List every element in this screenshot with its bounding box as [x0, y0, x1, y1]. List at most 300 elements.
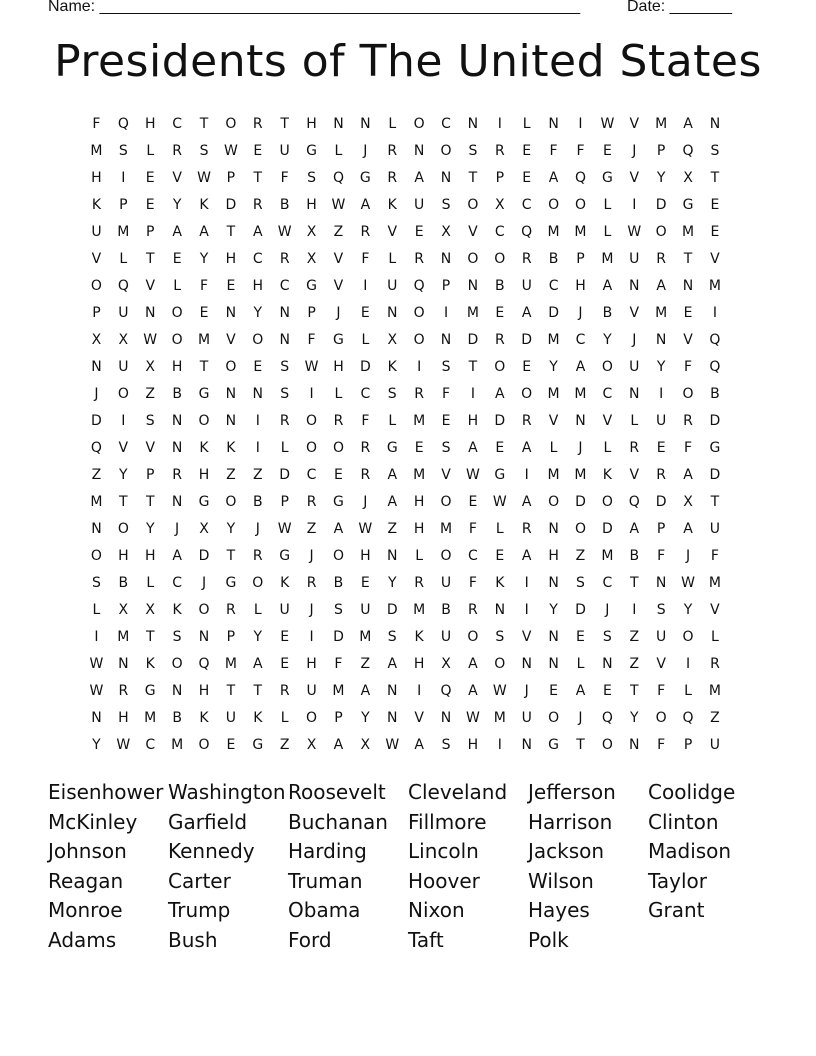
grid-letter[interactable]: P: [92, 305, 101, 321]
grid-letter[interactable]: P: [656, 521, 666, 537]
grid-letter[interactable]: X: [306, 224, 317, 240]
grid-letter[interactable]: T: [226, 683, 236, 699]
grid-letter[interactable]: R: [360, 467, 371, 483]
grid-letter[interactable]: R: [494, 143, 505, 159]
grid-letter[interactable]: R: [252, 116, 263, 132]
grid-letter[interactable]: K: [495, 575, 505, 591]
grid-letter[interactable]: S: [495, 629, 505, 645]
grid-letter[interactable]: S: [468, 143, 478, 159]
grid-letter[interactable]: X: [441, 656, 451, 672]
grid-letter[interactable]: R: [360, 440, 371, 456]
grid-letter[interactable]: Y: [683, 602, 693, 618]
grid-letter[interactable]: D: [225, 197, 237, 213]
grid-letter[interactable]: O: [171, 656, 183, 672]
grid-letter[interactable]: L: [630, 413, 639, 429]
grid-letter[interactable]: I: [94, 629, 99, 645]
grid-letter[interactable]: K: [226, 440, 236, 456]
grid-letter[interactable]: Z: [145, 386, 156, 402]
grid-letter[interactable]: L: [334, 143, 343, 159]
grid-letter[interactable]: F: [361, 251, 370, 267]
grid-letter[interactable]: I: [309, 386, 314, 402]
grid-letter[interactable]: B: [172, 386, 182, 402]
grid-letter[interactable]: A: [575, 683, 586, 699]
grid-letter[interactable]: O: [252, 575, 264, 591]
grid-letter[interactable]: G: [359, 170, 371, 186]
grid-letter[interactable]: A: [548, 170, 559, 186]
grid-letter[interactable]: B: [118, 575, 129, 591]
grid-letter[interactable]: A: [468, 683, 478, 699]
grid-letter[interactable]: N: [440, 170, 452, 186]
grid-letter[interactable]: J: [363, 143, 368, 159]
grid-letter[interactable]: K: [414, 629, 424, 645]
grid-letter[interactable]: Y: [629, 710, 639, 726]
grid-letter[interactable]: C: [575, 332, 586, 348]
grid-letter[interactable]: Z: [710, 710, 720, 726]
grid-letter[interactable]: L: [684, 683, 692, 699]
grid-letter[interactable]: D: [333, 629, 344, 645]
grid-letter[interactable]: R: [226, 602, 236, 618]
grid-letter[interactable]: D: [198, 548, 210, 564]
grid-letter[interactable]: E: [280, 656, 290, 672]
grid-letter[interactable]: O: [682, 629, 694, 645]
grid-letter[interactable]: N: [252, 386, 264, 402]
grid-letter[interactable]: H: [548, 548, 559, 564]
name-field[interactable]: Name: ______________________________________________________: [48, 0, 581, 15]
grid-letter[interactable]: R: [494, 332, 505, 348]
grid-letter[interactable]: T: [629, 575, 639, 591]
grid-letter[interactable]: U: [91, 224, 102, 240]
grid-letter[interactable]: N: [279, 332, 290, 348]
grid-letter[interactable]: U: [656, 413, 667, 429]
grid-letter[interactable]: M: [117, 224, 130, 240]
grid-letter[interactable]: K: [199, 197, 209, 213]
grid-letter[interactable]: L: [603, 197, 612, 213]
grid-letter[interactable]: Y: [92, 737, 101, 753]
grid-letter[interactable]: S: [145, 413, 155, 429]
grid-letter[interactable]: W: [627, 224, 642, 240]
grid-letter[interactable]: R: [629, 440, 640, 456]
grid-letter[interactable]: N: [360, 116, 371, 132]
grid-letter[interactable]: M: [708, 278, 721, 294]
grid-letter[interactable]: V: [521, 629, 532, 645]
grid-letter[interactable]: C: [548, 278, 559, 294]
grid-letter[interactable]: T: [683, 251, 693, 267]
grid-letter[interactable]: C: [279, 278, 290, 294]
grid-letter[interactable]: X: [387, 332, 398, 348]
grid-letter[interactable]: T: [199, 116, 209, 132]
grid-letter[interactable]: N: [413, 143, 425, 159]
grid-letter[interactable]: H: [144, 548, 156, 564]
grid-letter[interactable]: R: [414, 575, 424, 591]
grid-letter[interactable]: D: [359, 359, 371, 375]
grid-letter[interactable]: O: [494, 656, 506, 672]
grid-letter[interactable]: V: [226, 332, 236, 348]
grid-letter[interactable]: D: [601, 521, 613, 537]
grid-letter[interactable]: D: [521, 332, 533, 348]
grid-letter[interactable]: N: [387, 305, 398, 321]
grid-letter[interactable]: V: [710, 602, 720, 618]
grid-letter[interactable]: U: [440, 575, 452, 591]
grid-letter[interactable]: N: [629, 737, 640, 753]
grid-letter[interactable]: J: [685, 548, 691, 564]
grid-letter[interactable]: A: [387, 656, 398, 672]
grid-letter[interactable]: U: [279, 143, 290, 159]
grid-letter[interactable]: M: [197, 332, 211, 348]
grid-letter[interactable]: O: [440, 494, 452, 510]
grid-letter[interactable]: U: [279, 602, 290, 618]
grid-letter[interactable]: I: [470, 386, 475, 402]
grid-letter[interactable]: O: [467, 197, 479, 213]
grid-letter[interactable]: I: [443, 305, 449, 321]
grid-letter[interactable]: E: [602, 143, 612, 159]
grid-letter[interactable]: G: [333, 332, 344, 348]
grid-letter[interactable]: U: [521, 710, 532, 726]
grid-letter[interactable]: F: [657, 548, 666, 564]
grid-letter[interactable]: F: [657, 737, 666, 753]
grid-letter[interactable]: N: [387, 548, 398, 564]
grid-letter[interactable]: P: [683, 737, 693, 753]
grid-letter[interactable]: H: [467, 413, 479, 429]
grid-letter[interactable]: P: [226, 629, 236, 645]
grid-letter[interactable]: T: [145, 494, 155, 510]
grid-letter[interactable]: M: [681, 224, 695, 240]
grid-letter[interactable]: W: [223, 143, 238, 159]
grid-letter[interactable]: L: [603, 440, 612, 456]
grid-letter[interactable]: E: [414, 224, 424, 240]
grid-letter[interactable]: H: [252, 278, 264, 294]
grid-letter[interactable]: F: [280, 170, 289, 186]
grid-letter[interactable]: S: [441, 197, 451, 213]
grid-letter[interactable]: P: [334, 710, 343, 726]
grid-letter[interactable]: O: [494, 251, 506, 267]
grid-letter[interactable]: G: [333, 494, 344, 510]
grid-letter[interactable]: J: [201, 575, 207, 591]
grid-letter[interactable]: X: [306, 737, 317, 753]
grid-letter[interactable]: O: [467, 251, 479, 267]
grid-letter[interactable]: V: [333, 278, 344, 294]
grid-letter[interactable]: L: [334, 386, 343, 402]
grid-letter[interactable]: C: [602, 575, 613, 591]
grid-letter[interactable]: U: [709, 521, 721, 537]
grid-letter[interactable]: J: [578, 710, 583, 726]
grid-letter[interactable]: U: [118, 305, 129, 321]
grid-letter[interactable]: G: [198, 386, 210, 402]
grid-letter[interactable]: I: [417, 683, 422, 699]
grid-letter[interactable]: M: [413, 602, 426, 618]
grid-letter[interactable]: A: [656, 278, 666, 294]
grid-letter[interactable]: O: [306, 440, 318, 456]
grid-letter[interactable]: S: [280, 386, 290, 402]
grid-letter[interactable]: V: [468, 224, 478, 240]
grid-letter[interactable]: A: [521, 305, 532, 321]
grid-letter[interactable]: V: [441, 467, 451, 483]
grid-letter[interactable]: R: [683, 413, 693, 429]
grid-letter[interactable]: A: [333, 737, 344, 753]
grid-letter[interactable]: O: [225, 494, 237, 510]
grid-letter[interactable]: L: [388, 116, 397, 132]
grid-letter[interactable]: V: [118, 440, 129, 456]
grid-letter[interactable]: Z: [279, 737, 290, 753]
grid-letter[interactable]: Z: [333, 224, 344, 240]
grid-letter[interactable]: N: [682, 278, 694, 294]
grid-letter[interactable]: F: [441, 386, 451, 402]
grid-letter[interactable]: B: [710, 386, 720, 402]
grid-letter[interactable]: O: [117, 386, 129, 402]
grid-letter[interactable]: K: [387, 359, 397, 375]
grid-letter[interactable]: V: [172, 170, 182, 186]
grid-letter[interactable]: N: [709, 116, 721, 132]
grid-letter[interactable]: N: [655, 332, 667, 348]
grid-letter[interactable]: U: [440, 629, 452, 645]
grid-letter[interactable]: N: [629, 278, 640, 294]
grid-letter[interactable]: X: [441, 224, 451, 240]
grid-letter[interactable]: I: [632, 197, 637, 213]
grid-letter[interactable]: U: [414, 197, 425, 213]
grid-letter[interactable]: C: [252, 251, 263, 267]
grid-letter[interactable]: F: [468, 521, 477, 537]
grid-letter[interactable]: R: [387, 143, 398, 159]
grid-letter[interactable]: L: [415, 548, 424, 564]
grid-letter[interactable]: S: [307, 170, 317, 186]
grid-letter[interactable]: C: [494, 224, 505, 240]
grid-letter[interactable]: O: [682, 386, 694, 402]
grid-letter[interactable]: O: [601, 359, 613, 375]
grid-letter[interactable]: P: [656, 143, 666, 159]
grid-letter[interactable]: O: [494, 359, 506, 375]
grid-letter[interactable]: L: [603, 224, 612, 240]
grid-letter[interactable]: W: [277, 224, 292, 240]
grid-letter[interactable]: O: [548, 494, 560, 510]
grid-letter[interactable]: P: [280, 494, 289, 510]
grid-letter[interactable]: H: [198, 467, 210, 483]
grid-letter[interactable]: J: [578, 305, 583, 321]
grid-letter[interactable]: O: [413, 305, 425, 321]
grid-letter[interactable]: T: [145, 629, 155, 645]
grid-letter[interactable]: S: [387, 386, 397, 402]
grid-letter[interactable]: U: [118, 359, 129, 375]
grid-letter[interactable]: S: [441, 737, 451, 753]
grid-letter[interactable]: R: [521, 251, 532, 267]
grid-letter[interactable]: S: [441, 440, 451, 456]
grid-letter[interactable]: W: [89, 656, 104, 672]
grid-letter[interactable]: M: [574, 467, 587, 483]
grid-letter[interactable]: K: [199, 440, 209, 456]
grid-letter[interactable]: M: [493, 710, 506, 726]
grid-letter[interactable]: K: [280, 575, 290, 591]
grid-letter[interactable]: G: [144, 683, 156, 699]
grid-letter[interactable]: Y: [119, 467, 128, 483]
grid-letter[interactable]: V: [333, 251, 344, 267]
grid-letter[interactable]: W: [465, 710, 480, 726]
grid-letter[interactable]: A: [414, 737, 424, 753]
grid-letter[interactable]: Y: [361, 710, 370, 726]
grid-letter[interactable]: L: [549, 440, 558, 456]
grid-letter[interactable]: G: [306, 143, 317, 159]
grid-letter[interactable]: W: [385, 737, 400, 753]
grid-letter[interactable]: L: [146, 575, 155, 591]
grid-letter[interactable]: E: [576, 629, 585, 645]
grid-letter[interactable]: V: [629, 305, 640, 321]
grid-letter[interactable]: H: [575, 278, 586, 294]
grid-letter[interactable]: A: [468, 440, 478, 456]
grid-letter[interactable]: Y: [603, 332, 612, 348]
grid-letter[interactable]: M: [359, 629, 372, 645]
grid-letter[interactable]: N: [548, 116, 559, 132]
grid-letter[interactable]: O: [225, 116, 237, 132]
grid-letter[interactable]: N: [629, 386, 640, 402]
grid-letter[interactable]: F: [361, 413, 370, 429]
grid-letter[interactable]: B: [252, 494, 263, 510]
grid-letter[interactable]: H: [306, 656, 317, 672]
grid-letter[interactable]: M: [574, 386, 587, 402]
grid-letter[interactable]: M: [439, 521, 453, 537]
grid-letter[interactable]: V: [548, 413, 559, 429]
grid-letter[interactable]: C: [145, 737, 156, 753]
grid-letter[interactable]: C: [441, 116, 451, 132]
grid-letter[interactable]: R: [468, 602, 478, 618]
grid-letter[interactable]: H: [144, 116, 156, 132]
grid-letter[interactable]: B: [279, 197, 290, 213]
grid-letter[interactable]: I: [524, 602, 529, 618]
grid-letter[interactable]: R: [306, 494, 317, 510]
grid-letter[interactable]: Z: [252, 467, 263, 483]
grid-letter[interactable]: O: [440, 548, 452, 564]
grid-letter[interactable]: N: [225, 413, 237, 429]
grid-letter[interactable]: O: [332, 440, 344, 456]
grid-letter[interactable]: N: [467, 116, 479, 132]
grid-letter[interactable]: Q: [90, 440, 102, 456]
grid-letter[interactable]: M: [574, 224, 587, 240]
grid-letter[interactable]: R: [252, 548, 263, 564]
grid-letter[interactable]: A: [199, 224, 209, 240]
grid-letter[interactable]: E: [280, 629, 290, 645]
grid-letter[interactable]: N: [91, 359, 102, 375]
grid-letter[interactable]: Z: [387, 521, 398, 537]
grid-letter[interactable]: R: [656, 251, 667, 267]
grid-letter[interactable]: T: [468, 359, 478, 375]
grid-letter[interactable]: Y: [549, 602, 558, 618]
grid-letter[interactable]: O: [413, 116, 425, 132]
grid-letter[interactable]: M: [547, 386, 560, 402]
grid-letter[interactable]: S: [710, 143, 720, 159]
grid-letter[interactable]: F: [199, 278, 209, 294]
grid-letter[interactable]: S: [172, 629, 182, 645]
grid-letter[interactable]: W: [492, 683, 507, 699]
grid-letter[interactable]: T: [280, 116, 289, 132]
grid-letter[interactable]: A: [387, 494, 398, 510]
grid-letter[interactable]: T: [226, 224, 236, 240]
grid-letter[interactable]: L: [119, 251, 128, 267]
grid-letter[interactable]: N: [171, 413, 183, 429]
grid-letter[interactable]: T: [253, 683, 263, 699]
grid-letter[interactable]: W: [89, 683, 104, 699]
grid-letter[interactable]: E: [549, 683, 559, 699]
grid-letter[interactable]: G: [225, 575, 237, 591]
grid-letter[interactable]: F: [684, 440, 693, 456]
grid-letter[interactable]: Z: [575, 548, 586, 564]
grid-letter[interactable]: Q: [117, 116, 129, 132]
grid-letter[interactable]: J: [632, 143, 637, 159]
grid-letter[interactable]: W: [681, 575, 695, 591]
grid-letter[interactable]: M: [601, 251, 614, 267]
grid-letter[interactable]: P: [146, 224, 155, 240]
grid-letter[interactable]: A: [521, 440, 532, 456]
grid-letter[interactable]: N: [144, 305, 156, 321]
grid-letter[interactable]: X: [118, 602, 129, 618]
grid-letter[interactable]: T: [145, 251, 155, 267]
grid-letter[interactable]: Z: [629, 656, 640, 672]
grid-letter[interactable]: G: [279, 548, 291, 564]
grid-letter[interactable]: I: [255, 440, 260, 456]
grid-letter[interactable]: V: [91, 251, 102, 267]
grid-letter[interactable]: M: [117, 629, 130, 645]
grid-letter[interactable]: I: [524, 575, 529, 591]
grid-letter[interactable]: Q: [332, 170, 344, 186]
grid-letter[interactable]: W: [358, 521, 373, 537]
grid-letter[interactable]: B: [441, 602, 451, 618]
grid-letter[interactable]: A: [253, 224, 263, 240]
grid-letter[interactable]: Y: [549, 359, 558, 375]
grid-letter[interactable]: R: [387, 170, 398, 186]
grid-letter[interactable]: M: [547, 224, 560, 240]
grid-letter[interactable]: G: [198, 494, 210, 510]
grid-letter[interactable]: N: [118, 656, 129, 672]
grid-letter[interactable]: V: [629, 116, 640, 132]
grid-letter[interactable]: E: [468, 494, 478, 510]
grid-letter[interactable]: C: [360, 386, 371, 402]
grid-letter[interactable]: L: [280, 710, 289, 726]
grid-letter[interactable]: Q: [198, 656, 210, 672]
grid-letter[interactable]: Y: [253, 629, 263, 645]
grid-letter[interactable]: S: [576, 575, 585, 591]
grid-letter[interactable]: I: [309, 629, 314, 645]
grid-letter[interactable]: W: [331, 197, 346, 213]
grid-letter[interactable]: Q: [709, 359, 721, 375]
grid-letter[interactable]: T: [710, 170, 720, 186]
grid-letter[interactable]: G: [494, 467, 506, 483]
grid-letter[interactable]: R: [172, 467, 182, 483]
grid-letter[interactable]: N: [333, 116, 344, 132]
grid-letter[interactable]: O: [171, 305, 183, 321]
grid-letter[interactable]: M: [708, 683, 721, 699]
grid-letter[interactable]: H: [413, 494, 425, 510]
grid-letter[interactable]: E: [522, 170, 532, 186]
grid-letter[interactable]: J: [94, 386, 99, 402]
grid-letter[interactable]: D: [655, 494, 667, 510]
grid-letter[interactable]: B: [333, 575, 344, 591]
grid-letter[interactable]: L: [280, 440, 289, 456]
grid-letter[interactable]: K: [145, 656, 155, 672]
grid-letter[interactable]: E: [253, 143, 263, 159]
grid-letter[interactable]: N: [440, 332, 452, 348]
grid-letter[interactable]: D: [709, 467, 721, 483]
grid-letter[interactable]: L: [388, 251, 397, 267]
grid-letter[interactable]: J: [175, 521, 180, 537]
grid-letter[interactable]: H: [198, 683, 210, 699]
grid-letter[interactable]: H: [118, 710, 129, 726]
grid-letter[interactable]: N: [279, 305, 290, 321]
grid-letter[interactable]: N: [521, 737, 532, 753]
grid-letter[interactable]: Q: [440, 683, 452, 699]
grid-letter[interactable]: R: [306, 575, 317, 591]
grid-letter[interactable]: I: [363, 278, 368, 294]
grid-letter[interactable]: Y: [387, 575, 397, 591]
grid-letter[interactable]: N: [171, 440, 183, 456]
grid-letter[interactable]: N: [91, 710, 102, 726]
grid-letter[interactable]: S: [199, 143, 209, 159]
grid-letter[interactable]: X: [145, 359, 156, 375]
grid-letter[interactable]: R: [414, 386, 424, 402]
